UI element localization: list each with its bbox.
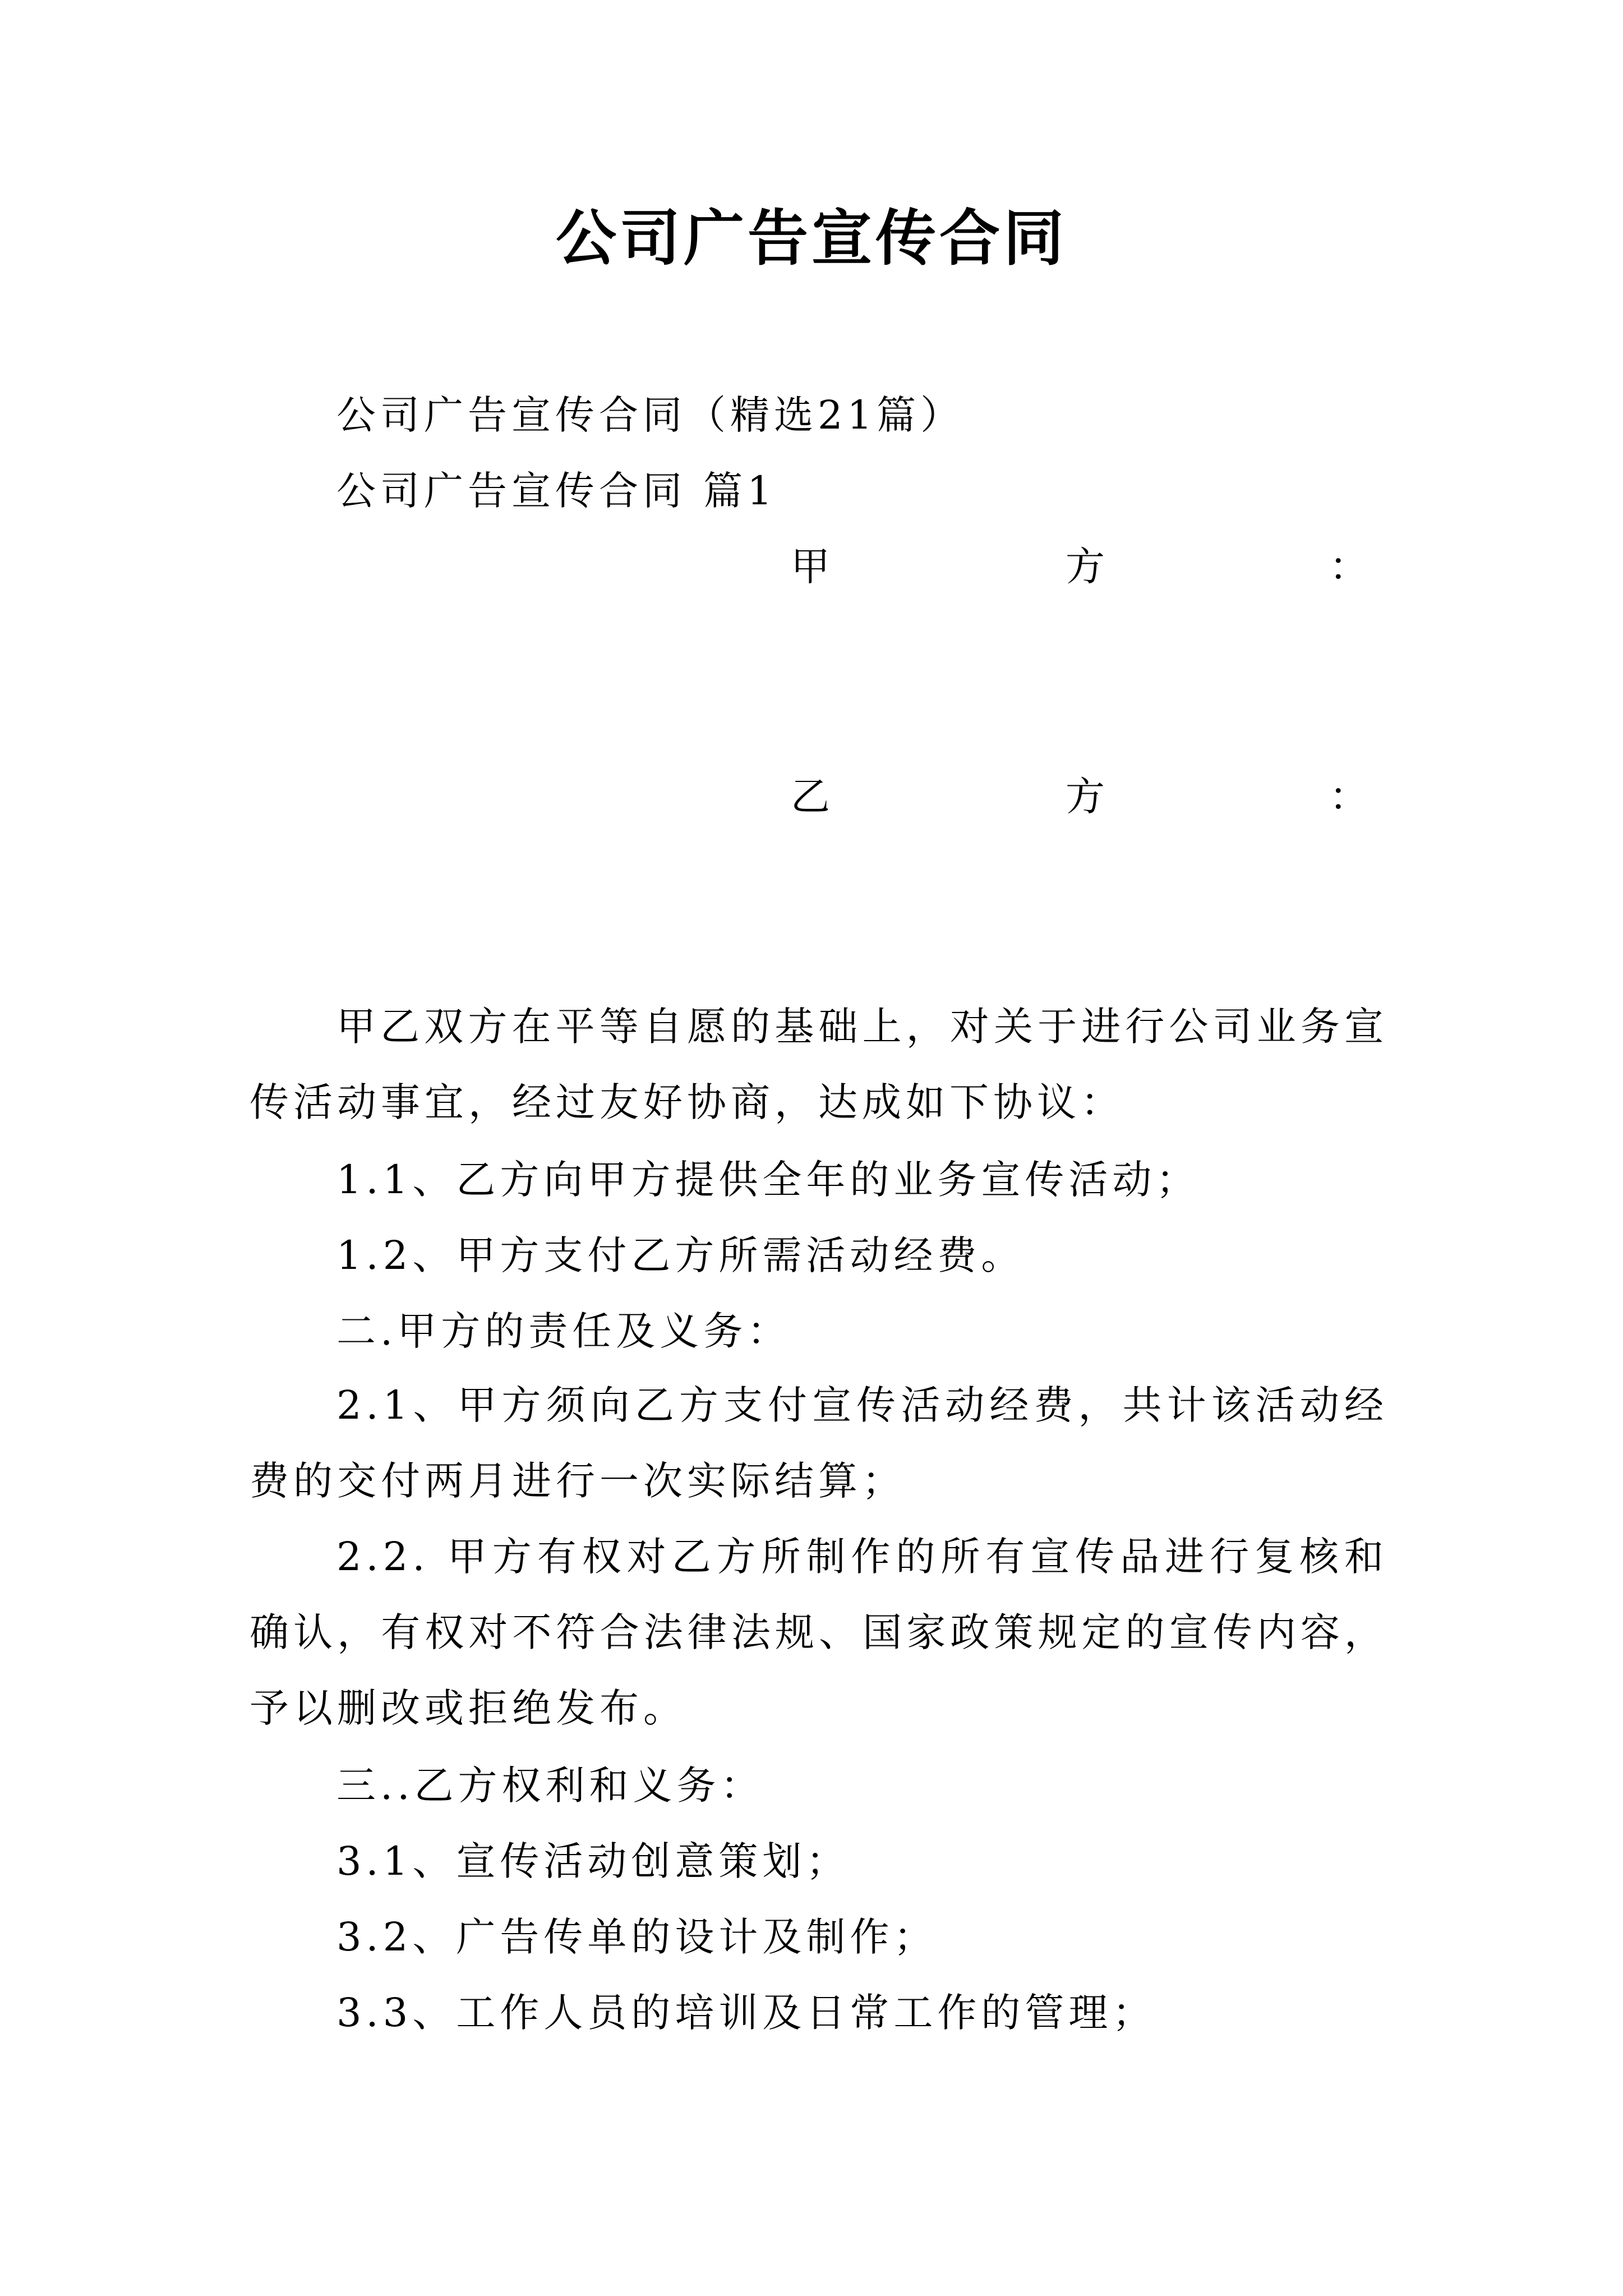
party-a-colon: ： [1329, 544, 1368, 590]
section-3-heading: 三..乙方权利和义务： [336, 1763, 764, 1809]
clause-1-2: 1.2、甲方支付乙方所需活动经费。 [336, 1232, 1025, 1278]
party-a-label-2: 方 [1066, 544, 1105, 590]
party-b-label-1: 乙 [791, 774, 830, 820]
section-heading: 公司广告宣传合同 篇1 [336, 468, 777, 514]
clause-2-2: 2.2. 甲方有权对乙方所制作的所有宣传品进行复核和确认，有权对不符合法律法规、国家政策规定的宣传内容，予以删改或拒绝发布。 [250, 1534, 1388, 1731]
clause-1-1: 1.1、乙方向甲方提供全年的业务宣传活动； [336, 1157, 1200, 1203]
party-b-label-2: 方 [1066, 774, 1105, 820]
party-a-row [791, 539, 1368, 595]
subtitle: 公司广告宣传合同（精选21篇） [336, 392, 965, 438]
clause-2-1: 2.1、甲方须向乙方支付宣传活动经费，共计该活动经费的交付两月进行一次实际结算； [250, 1382, 1388, 1504]
clause-3-2: 3.2、广告传单的设计及制作； [336, 1914, 938, 1960]
document-title: 公司广告宣传合同 [555, 203, 1067, 274]
party-b-row [791, 769, 1368, 825]
clause-3-3: 3.3、工作人员的培训及日常工作的管理； [336, 1990, 1156, 2036]
party-a-label-1: 甲 [791, 544, 830, 590]
clause-3-1: 3.1、宣传活动创意策划； [336, 1838, 850, 1884]
party-b-colon: ： [1329, 774, 1368, 820]
section-2-heading: 二.甲方的责任及义务： [336, 1308, 791, 1354]
intro-paragraph: 甲乙双方在平等自愿的基础上，对关于进行公司业务宣传活动事宜，经过友好协商，达成如下协议： [250, 1004, 1388, 1125]
